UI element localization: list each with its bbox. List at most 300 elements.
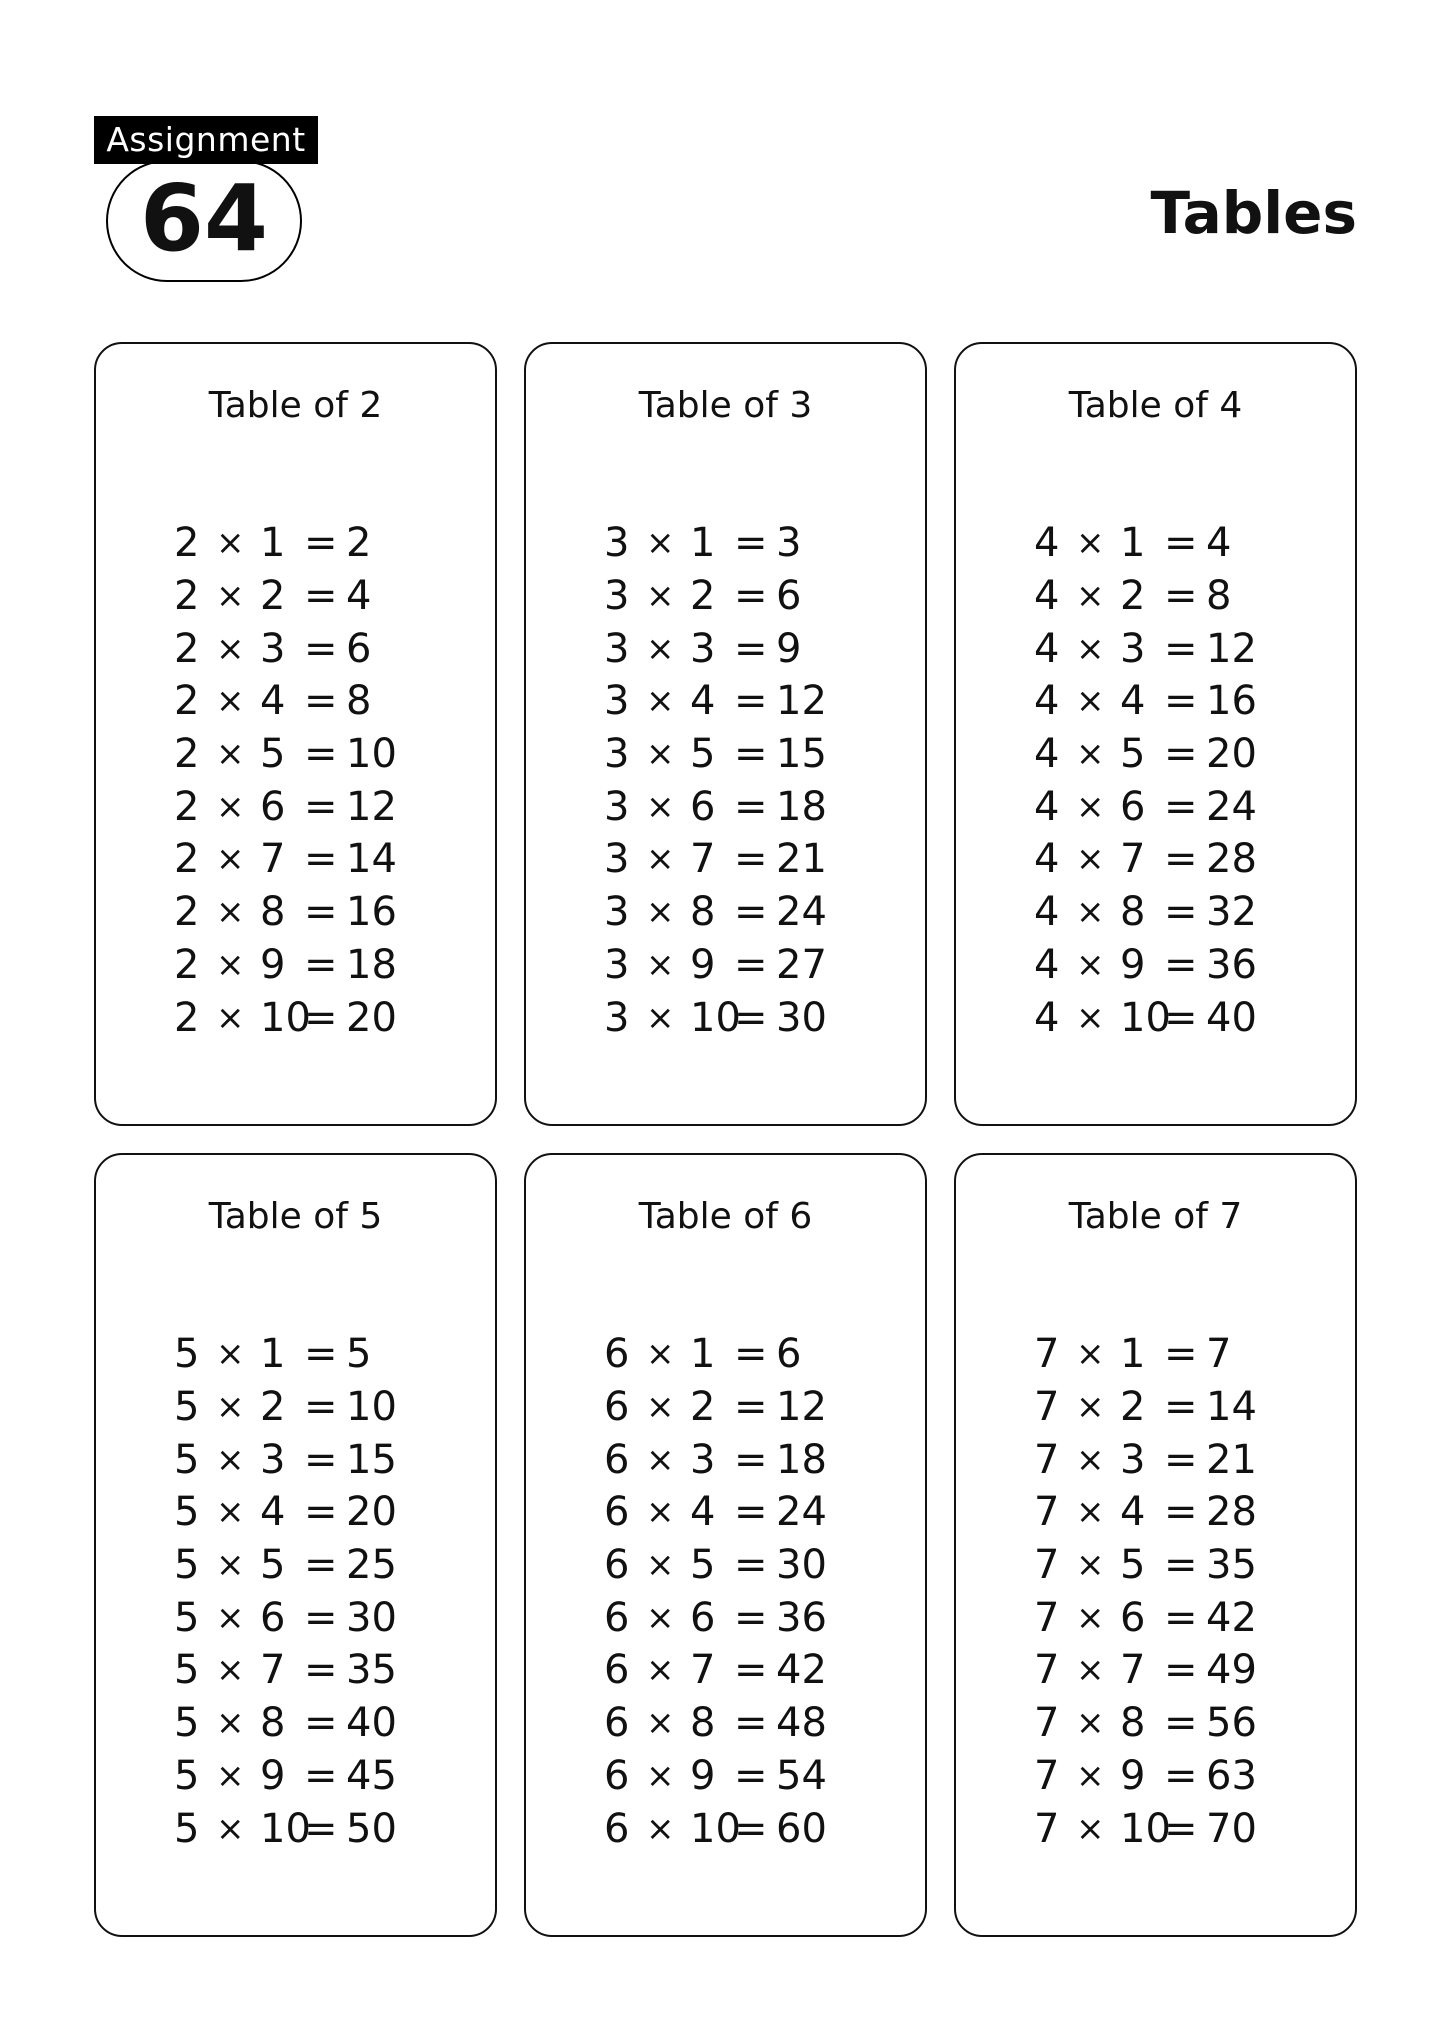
equals-sign: = [304,731,338,778]
multiplicand: 3 [604,573,630,620]
multiplier: 4 [260,1489,286,1536]
multiplier: 1 [690,520,716,567]
table-row [174,1750,426,1803]
equals-sign: = [304,573,338,620]
multiplicand: 5 [174,1752,200,1799]
multiplier: 5 [260,1542,286,1589]
multiplier: 6 [690,1594,716,1641]
times-sign: × [1076,1597,1105,1638]
multiplicand: 7 [1034,1489,1060,1536]
product: 21 [776,836,827,883]
multiplier: 1 [260,520,286,567]
multiplicand: 6 [604,1594,630,1641]
multiplier: 2 [690,1384,716,1431]
product: 8 [1206,573,1232,620]
table-row [604,780,856,833]
table-row [1034,728,1286,781]
table-title: Table of 2 [208,385,383,426]
multiplier: 4 [260,678,286,725]
product: 36 [776,1594,827,1641]
times-sign: × [646,734,675,775]
times-sign: × [1076,997,1105,1038]
equals-sign: = [734,1647,768,1694]
multiplier: 8 [690,889,716,936]
product: 12 [776,1384,827,1431]
table-row [1034,1802,1286,1855]
table-row [1034,886,1286,939]
multiplier: 3 [1120,625,1146,672]
product: 20 [346,1489,397,1536]
multiplier: 10 [690,1805,741,1852]
equals-sign: = [304,678,338,725]
multiplier: 3 [690,1436,716,1483]
product: 15 [776,731,827,778]
equals-sign: = [1164,1700,1198,1747]
times-sign: × [646,1650,675,1691]
equals-sign: = [734,1752,768,1799]
times-sign: × [1076,681,1105,722]
equals-sign: = [304,1436,338,1483]
product: 12 [1206,625,1257,672]
times-sign: × [216,1703,245,1744]
equals-sign: = [734,994,768,1041]
equals-sign: = [734,1805,768,1852]
table-row [174,833,426,886]
product: 18 [346,941,397,988]
times-sign: × [646,576,675,617]
table-row [174,1433,426,1486]
multiplier: 5 [690,731,716,778]
table-row [174,1486,426,1539]
times-sign: × [646,997,675,1038]
times-sign: × [216,1755,245,1796]
equals-sign: = [734,1384,768,1431]
table-row [174,728,426,781]
table-row [604,1697,856,1750]
multiplier: 7 [690,1647,716,1694]
multiplicand: 7 [1034,1752,1060,1799]
product: 12 [776,678,827,725]
table-row [604,886,856,939]
table-rows [604,1328,856,1855]
table-title: Table of 3 [638,385,813,426]
equals-sign: = [1164,1647,1198,1694]
table-row [174,1697,426,1750]
table-row [174,622,426,675]
equals-sign: = [1164,1489,1198,1536]
equals-sign: = [304,836,338,883]
times-sign: × [646,839,675,880]
multiplicand: 2 [174,573,200,620]
times-sign: × [1076,786,1105,827]
multiplicand: 4 [1034,731,1060,778]
table-row [604,833,856,886]
multiplier: 7 [1120,1647,1146,1694]
product: 7 [1206,1331,1232,1378]
multiplicand: 3 [604,994,630,1041]
equals-sign: = [1164,731,1198,778]
multiplier: 5 [1120,1542,1146,1589]
multiplicand: 6 [604,1542,630,1589]
product: 24 [1206,783,1257,830]
equals-sign: = [734,1331,768,1378]
table-row [1034,991,1286,1044]
table-row [174,517,426,570]
equals-sign: = [734,941,768,988]
product: 25 [346,1542,397,1589]
product: 42 [776,1647,827,1694]
product: 50 [346,1805,397,1852]
table-row [604,1381,856,1434]
table-rows [174,1328,426,1855]
multiplier: 3 [1120,1436,1146,1483]
table-row [174,1591,426,1644]
times-sign: × [646,1334,675,1375]
equals-sign: = [304,1331,338,1378]
product: 42 [1206,1594,1257,1641]
multiplier: 1 [1120,520,1146,567]
equals-sign: = [1164,520,1198,567]
times-sign: × [216,523,245,564]
times-sign: × [216,1492,245,1533]
times-sign: × [1076,1545,1105,1586]
multiplier: 3 [260,1436,286,1483]
product: 4 [1206,520,1232,567]
assignment-badge: Assignment [94,116,318,164]
product: 54 [776,1752,827,1799]
equals-sign: = [304,1489,338,1536]
product: 3 [776,520,802,567]
equals-sign: = [1164,678,1198,725]
multiplicand: 3 [604,678,630,725]
table-row [604,622,856,675]
multiplier: 9 [260,941,286,988]
multiplier: 4 [690,678,716,725]
product: 35 [1206,1542,1257,1589]
table-card [524,1153,927,1937]
equals-sign: = [734,889,768,936]
times-sign: × [1076,1650,1105,1691]
product: 12 [346,783,397,830]
multiplier: 3 [690,625,716,672]
times-sign: × [646,1439,675,1480]
equals-sign: = [304,625,338,672]
multiplier: 8 [260,1700,286,1747]
product: 70 [1206,1805,1257,1852]
multiplicand: 7 [1034,1436,1060,1483]
table-row [604,570,856,623]
times-sign: × [1076,1387,1105,1428]
multiplicand: 6 [604,1647,630,1694]
product: 24 [776,889,827,936]
times-sign: × [1076,523,1105,564]
multiplicand: 5 [174,1647,200,1694]
equals-sign: = [1164,573,1198,620]
multiplicand: 7 [1034,1594,1060,1641]
product: 49 [1206,1647,1257,1694]
multiplicand: 4 [1034,783,1060,830]
equals-sign: = [734,625,768,672]
product: 45 [346,1752,397,1799]
multiplicand: 6 [604,1436,630,1483]
multiplier: 2 [260,1384,286,1431]
multiplicand: 3 [604,783,630,830]
equals-sign: = [1164,836,1198,883]
table-row [1034,1486,1286,1539]
equals-sign: = [734,731,768,778]
times-sign: × [216,1334,245,1375]
multiplicand: 4 [1034,836,1060,883]
product: 30 [776,1542,827,1589]
table-row [174,939,426,992]
multiplier: 10 [260,994,311,1041]
times-sign: × [216,734,245,775]
times-sign: × [646,1808,675,1849]
product: 35 [346,1647,397,1694]
times-sign: × [216,1545,245,1586]
times-sign: × [216,576,245,617]
table-row [174,1381,426,1434]
table-row [1034,1381,1286,1434]
multiplicand: 6 [604,1384,630,1431]
table-row [1034,1433,1286,1486]
equals-sign: = [734,678,768,725]
multiplier: 10 [1120,994,1171,1041]
table-row [1034,1591,1286,1644]
table-row [604,517,856,570]
multiplier: 2 [260,573,286,620]
product: 56 [1206,1700,1257,1747]
equals-sign: = [304,783,338,830]
times-sign: × [1076,1703,1105,1744]
product: 40 [1206,994,1257,1041]
table-row [174,570,426,623]
multiplicand: 2 [174,625,200,672]
equals-sign: = [734,573,768,620]
equals-sign: = [304,1752,338,1799]
tables-grid [94,342,1357,1937]
multiplicand: 2 [174,520,200,567]
multiplicand: 7 [1034,1384,1060,1431]
multiplier: 5 [690,1542,716,1589]
times-sign: × [646,1597,675,1638]
multiplier: 9 [690,1752,716,1799]
multiplier: 9 [1120,941,1146,988]
product: 14 [346,836,397,883]
multiplier: 2 [1120,1384,1146,1431]
equals-sign: = [734,1436,768,1483]
multiplier: 10 [690,994,741,1041]
multiplier: 7 [690,836,716,883]
product: 24 [776,1489,827,1536]
table-rows [174,517,426,1044]
product: 6 [776,1331,802,1378]
times-sign: × [1076,1755,1105,1796]
multiplier: 1 [260,1331,286,1378]
multiplier: 5 [1120,731,1146,778]
times-sign: × [216,786,245,827]
times-sign: × [216,1597,245,1638]
multiplier: 9 [690,941,716,988]
product: 5 [346,1331,372,1378]
times-sign: × [1076,628,1105,669]
multiplicand: 5 [174,1384,200,1431]
product: 40 [346,1700,397,1747]
product: 28 [1206,1489,1257,1536]
multiplicand: 2 [174,889,200,936]
multiplicand: 2 [174,783,200,830]
times-sign: × [216,944,245,985]
times-sign: × [1076,944,1105,985]
table-title: Table of 5 [208,1196,383,1237]
multiplicand: 5 [174,1542,200,1589]
equals-sign: = [304,1647,338,1694]
equals-sign: = [1164,1752,1198,1799]
product: 20 [346,994,397,1041]
product: 8 [346,678,372,725]
table-row [174,1539,426,1592]
times-sign: × [646,628,675,669]
table-row [604,1433,856,1486]
times-sign: × [1076,1439,1105,1480]
times-sign: × [646,1755,675,1796]
multiplier: 7 [260,836,286,883]
product: 60 [776,1805,827,1852]
times-sign: × [216,1439,245,1480]
multiplicand: 7 [1034,1647,1060,1694]
product: 16 [346,889,397,936]
table-row [1034,570,1286,623]
times-sign: × [216,681,245,722]
table-row [1034,1539,1286,1592]
multiplicand: 4 [1034,678,1060,725]
multiplicand: 3 [604,836,630,883]
multiplicand: 2 [174,678,200,725]
multiplicand: 7 [1034,1331,1060,1378]
table-row [1034,675,1286,728]
multiplier: 6 [260,783,286,830]
multiplicand: 6 [604,1805,630,1852]
times-sign: × [216,892,245,933]
multiplier: 1 [1120,1331,1146,1378]
equals-sign: = [304,1805,338,1852]
multiplicand: 5 [174,1489,200,1536]
times-sign: × [216,1650,245,1691]
multiplicand: 7 [1034,1700,1060,1747]
table-row [604,1644,856,1697]
multiplicand: 3 [604,520,630,567]
times-sign: × [646,1492,675,1533]
product: 21 [1206,1436,1257,1483]
product: 2 [346,520,372,567]
equals-sign: = [734,1542,768,1589]
equals-sign: = [1164,1542,1198,1589]
multiplier: 6 [1120,783,1146,830]
table-row [174,780,426,833]
multiplicand: 5 [174,1331,200,1378]
product: 28 [1206,836,1257,883]
multiplier: 9 [260,1752,286,1799]
table-rows [604,517,856,1044]
table-row [1034,517,1286,570]
multiplier: 1 [690,1331,716,1378]
equals-sign: = [1164,1331,1198,1378]
times-sign: × [646,786,675,827]
table-row [1034,939,1286,992]
equals-sign: = [734,1700,768,1747]
times-sign: × [646,1387,675,1428]
multiplicand: 5 [174,1594,200,1641]
multiplicand: 3 [604,941,630,988]
multiplicand: 7 [1034,1805,1060,1852]
equals-sign: = [1164,889,1198,936]
table-row [1034,622,1286,675]
table-card [524,342,927,1126]
multiplier: 8 [1120,1700,1146,1747]
page-title: Tables [1150,179,1357,247]
multiplicand: 2 [174,731,200,778]
table-row [174,1328,426,1381]
table-row [1034,1750,1286,1803]
equals-sign: = [734,836,768,883]
table-row [604,1539,856,1592]
equals-sign: = [304,941,338,988]
equals-sign: = [1164,1805,1198,1852]
times-sign: × [216,997,245,1038]
times-sign: × [1076,839,1105,880]
times-sign: × [646,1703,675,1744]
equals-sign: = [304,889,338,936]
multiplier: 7 [1120,836,1146,883]
product: 6 [346,625,372,672]
multiplier: 2 [690,573,716,620]
multiplier: 7 [260,1647,286,1694]
equals-sign: = [734,783,768,830]
equals-sign: = [1164,625,1198,672]
multiplicand: 5 [174,1700,200,1747]
product: 32 [1206,889,1257,936]
equals-sign: = [304,1700,338,1747]
table-row [174,886,426,939]
equals-sign: = [1164,1384,1198,1431]
multiplicand: 4 [1034,889,1060,936]
table-row [1034,1697,1286,1750]
multiplicand: 6 [604,1700,630,1747]
table-row [1034,833,1286,886]
times-sign: × [646,523,675,564]
table-row [174,675,426,728]
multiplier: 2 [1120,573,1146,620]
multiplier: 3 [260,625,286,672]
product: 20 [1206,731,1257,778]
times-sign: × [216,839,245,880]
multiplicand: 5 [174,1436,200,1483]
table-row [1034,1328,1286,1381]
product: 18 [776,1436,827,1483]
multiplier: 9 [1120,1752,1146,1799]
equals-sign: = [304,520,338,567]
multiplier: 6 [1120,1594,1146,1641]
table-row [604,939,856,992]
multiplier: 8 [690,1700,716,1747]
table-card [94,1153,497,1937]
equals-sign: = [304,1384,338,1431]
equals-sign: = [1164,994,1198,1041]
multiplicand: 2 [174,941,200,988]
times-sign: × [1076,576,1105,617]
table-card [954,342,1357,1126]
table-row [604,1802,856,1855]
